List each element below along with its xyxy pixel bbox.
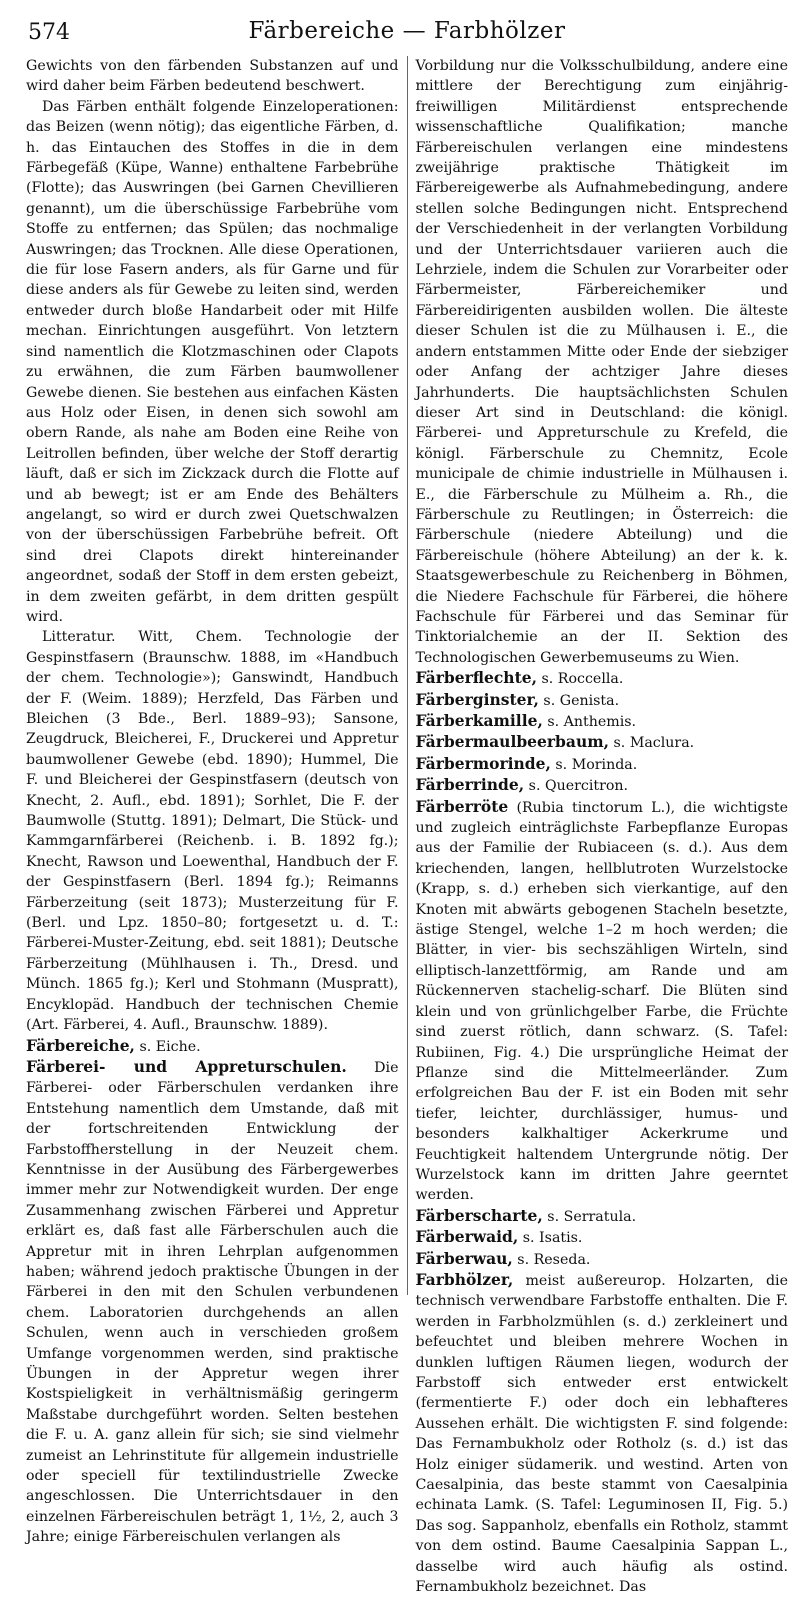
entry-faerbereiche [26,1036,399,1057]
entry-headword: Färberkamille, [415,711,543,730]
entry-headword: Färberrinde, [415,775,525,795]
paragraph: Das Färben enthält folgende Einzeloperationen: das Beizen (wenn nötig); das eigentliche Färben, d. h. das Eintauchen des Stoffes in die in dem Färbegefäß (Küpe, Wanne) enthaltene Farbebrühe (Flotte); das Auswringen (bei Garnen Chevillieren genannt), um die überschüssige Farbebrühe vom Stoffe zu entfernen; das Spülen; das nochmalige Auswringen; das Trocknen. Alle diese Operationen, die für lose Fasern anders, als für Garne und für diese anders als für Gewebe zu leiten sind, werden entweder durch bloße Handarbeit oder mit Hilfe mechan. Einrichtungen ausgeführt. Von letztern sind namentlich die Klotzmaschinen oder Clapots zu erwähnen, die zum Färben baumwollener Gewebe dienen. Sie bestehen aus einfachen Kästen aus Holz oder Eisen, in denen sich sowohl am obern Rande, als nahe am Boden eine Reihe von Leitrollen befinden, über welche der Stoff derartig läuft, daß er sich im Zickzack durch die Flotte auf und ab bewegt; ist er am Ende des Behälters angelangt, so wird er durch zwei Quetschwalzen von der überschüssigen Farbebrühe befreit. Oft sind drei Clapots direkt hintereinander angeordnet, sodaß der Stoff in dem ersten gebeizt, in dem zweiten gefärbt, in dem dritten gespült wird. [26,98,399,625]
entry-text: meist außereurop. Holzarten, die technisch verwendbare Farbstoffe enthalten. Die F. werden in Farbholzmühlen (s. d.) zerkleinert und befeuchtet und bleiben mehrere Wochen in dunklen luftigen Räumen liegen, wodurch der Farbstoff sich entweder erst entwickelt (fermentierte F.) oder doch ein lebhafteres Aussehen erhält. Die wichtigsten F. sind folgende: Das Fernambukholz oder Rotholz (s. d.) ist das Holz einiger südamerik. und westind. Arten von Caesalpinia, das beste stammt von Caesalpinia echinata Lamk. (S. Tafel: Leguminosen II, Fig. 5.) Das sog. Sappanholz, ebenfalls ein Rotholz, stammt von dem ostind. Baume Caesalpinia Sappan L., dasselbe wird auch häufig als ostind. Fernambukholz bezeichnet. Das [415,1272,788,1596]
entry-faerberginster [416,690,789,711]
entry-latin-name: (Rubia tinctorum L.), [508,799,676,816]
entry-faerberei-und-appreturschulen [26,1057,399,1548]
entry-headword: Färbermaulbeerbaum, [415,732,610,752]
paragraph: Vorbildung nur die Volksschulbildung, andere eine mittlere der Berechtigung zum einjährig-freiwilligen Militärdienst entsprechende wissenschaftliche Qualifikation; manche Färbereischulen verlangen eine mindestens zweijährige praktische Thätigkeit im Färbereigewerbe als Aufnahmebedingung, andere stellen solche Bedingungen nicht. Entsprechend der Verschiedenheit in der verlangten Vorbildung und der Unterrichtsdauer variieren auch die Lehrziele, indem die Schulen zur Vorarbeiter oder Färbermeister, Färbereichemiker und Färbereidirigenten ausbilden wollen. Die älteste dieser Schulen ist die zu Mülhausen i. E., die andern entstammen Mitte oder Ende der siebziger oder Anfang der achtziger Jahre dieses Jahrhunderts. Die hauptsächlichsten Schulen dieser Art sind in Deutschland: die königl. Färberei- und Appreturschule zu Krefeld, die königl. Färberschule zu Chemnitz, Ecole municipale de chimie industrielle in Mülhausen i. E., die Färberschule zu Mülheim a. Rh., die Färberschule zu Reutlingen; in Österreich: die Färberschule (niedere Abteilung) und die Färbereischule (höhere Abteilung) an der k. k. Staatsgewerbeschule zu Reichenberg in Böhmen, die Niedere Fachschule für Färberei, die höhere Fachschule für Färberei und das Seminar für Tinktorialchemie an der II. Sektion des Technologischen Gewerbemuseums zu Wien. [415,58,788,666]
entry-text: s. Quercitron. [524,778,629,795]
paragraph: Gewichts von den färbenden Substanzen auf und wird daher beim Färben bedeutend beschwert. [26,58,399,95]
entry-text: s. Serratula. [542,1208,637,1225]
entry-headword: Färberröte [415,796,509,816]
entry-headword: Farbhölzer, [415,1269,514,1289]
entry-headword: Färberscharte, [415,1205,543,1225]
entry-headword: Färbereiche, [26,1035,135,1055]
entry-headword: Färberei- und Appreturschulen. [26,1056,347,1076]
entry-text: die wichtigste und zugleich einträglichste Farbepflanze Europas aus der Familie der Rubiaceen (s. d.). Aus dem kriechenden, langen, hellblutroten Wurzelstocke (Krapp, s. d.) erheben sich vierkantige, auf den Knoten mit abwärts gebogenen Stacheln besetzte, ästige Stengel, welche 1–2 m hoch werden; die Blätter, in vier- bis sechszähligen Wirteln, sind elliptisch-lanzettförmig, am Rande und am Rückennerven stachelig-scharf. Die Blüten sind klein und von grünlichgelber Farbe, die Früchte sind zuerst rötlich, dann schwarz. (S. Tafel: Rubiinen, Fig. 4.) Die ursprüngliche Heimat der Pflanze sind die Mittelmeerländer. Zum erfolgreichen Bau der F. ist ein Boden mit sehr tiefer, leichter, durchlässiger, humus- und besonders kalkhaltiger Ackerkrume und Feuchtigkeit haltendem Untergrunde nötig. Der Wurzelstock kann im dritten Jahre geerntet werden. [415,799,788,1204]
page-number: 574 [28,20,70,45]
entry-text: s. Maclura. [609,735,695,752]
left-column [26,56,407,1546]
entry-text: s. Eiche. [134,1038,201,1055]
page-header [26,14,788,54]
right-column [407,56,789,1596]
text-columns [26,56,788,1596]
entry-faerberscharte [416,1206,789,1227]
entry-faerbermorinde [416,754,789,775]
entry-headword: Färbermorinde, [415,753,551,773]
entry-text: s. Morinda. [550,756,638,773]
entry-headword: Färberginster, [415,689,539,709]
entry-headword: Färberwau, [415,1248,513,1268]
entry-text: s. Anthemis. [542,714,637,730]
running-title: Färbereiche — Farbhölzer [248,18,566,44]
entry-text: s. Roccella. [537,671,624,688]
entry-text: s. Genista. [538,692,620,709]
entry-faerberkamille [416,711,789,732]
entry-text: s. Reseda. [512,1251,591,1268]
entry-faerbermaulbeerbaum [416,732,789,753]
entry-faerberrinde [416,775,789,796]
entry-text: s. Isatis. [518,1230,583,1247]
entry-farbhoelzer [416,1270,789,1597]
entry-faerberwaid [416,1227,789,1248]
literature-paragraph: Litteratur. Witt, Chem. Technologie der Gespinstfasern (Braunschw. 1888, im «Handbuch der chem. Technologie»); Ganswindt, Handbuch der F. (Weim. 1889); Herzfeld, Das Färben und Bleichen (3 Bde., Berl. 1889–93); Sansone, Zeugdruck, Bleicherei, F., Druckerei und Appretur baumwollener Gewebe (ebd. 1890); Hummel, Die F. und Bleicherei der Gespinstfasern (deutsch von Knecht, 2. Aufl., ebd. 1891); Sorhlet, Die F. der Baumwolle (Stuttg. 1891); Delmart, Die Stück- und Kammgarnfärberei (Reichenb. i. B. 1892 fg.); Knecht, Rawson und Loewenthal, Handbuch der F. der Gespinstfasern (Berl. 1894 fg.); Reimanns Färberzeitung (seit 1873); Musterzeitung für F. (Berl. und Lpz. 1850–80; fortgesetzt u. d. T.: Färberei-Muster-Zeitung, ebd. seit 1881); Deutsche Färberzeitung (Mühlhausen i. Th., Dresd. und Münch. 1865 fg.); Kerl und Stohmann (Muspratt), Encyklopäd. Handbuch der technischen Chemie (Art. Färberei, 4. Aufl., Braunschw. 1889). [26,629,399,1034]
entry-faerberwau [416,1249,789,1270]
entry-faerberflechte [416,668,789,689]
entry-headword: Färberflechte, [415,668,537,688]
entry-headword: Färberwaid, [415,1227,519,1247]
entry-text: Die Färberei- oder Färberschulen verdanken ihre Entstehung namentlich dem Umstande, daß mit der fortschreitenden Entwicklung der Farbstoffherstellung in der Neuzeit chem. Kenntnisse in der Ausübung des Färbergewerbes immer mehr zur Notwendigkeit wurden. Der enge Zusammenhang zwischen Färberei und Appretur erklärt es, daß fast alle Färberschulen auch die Appretur mit in ihren Lehrplan aufgenommen haben; während jedoch praktische Übungen in der Färberei in den mit den Schulen verbundenen chem. Laboratorien durchgehends an allen Schulen, wenn auch in verschieden großem Umfange vorgenommen werden, sind praktische Übungen in der Appretur wegen ihrer Kostspieligkeit in verhältnismäßig geringerm Maßstabe durchgeführt worden. Selten bestehen die F. u. A. ganz allein für sich; sie sind vielmehr zumeist an Lehrinstitute für allgemein industrielle oder speciell für textilindustrielle Zwecke angeschlossen. Die Unterrichtsdauer in den einzelnen Färbereischulen beträgt 1, 1½, 2, auch 3 Jahre; einige Färbereischulen verlangen als [26,1059,399,1546]
entry-faerberroete [416,797,789,1206]
